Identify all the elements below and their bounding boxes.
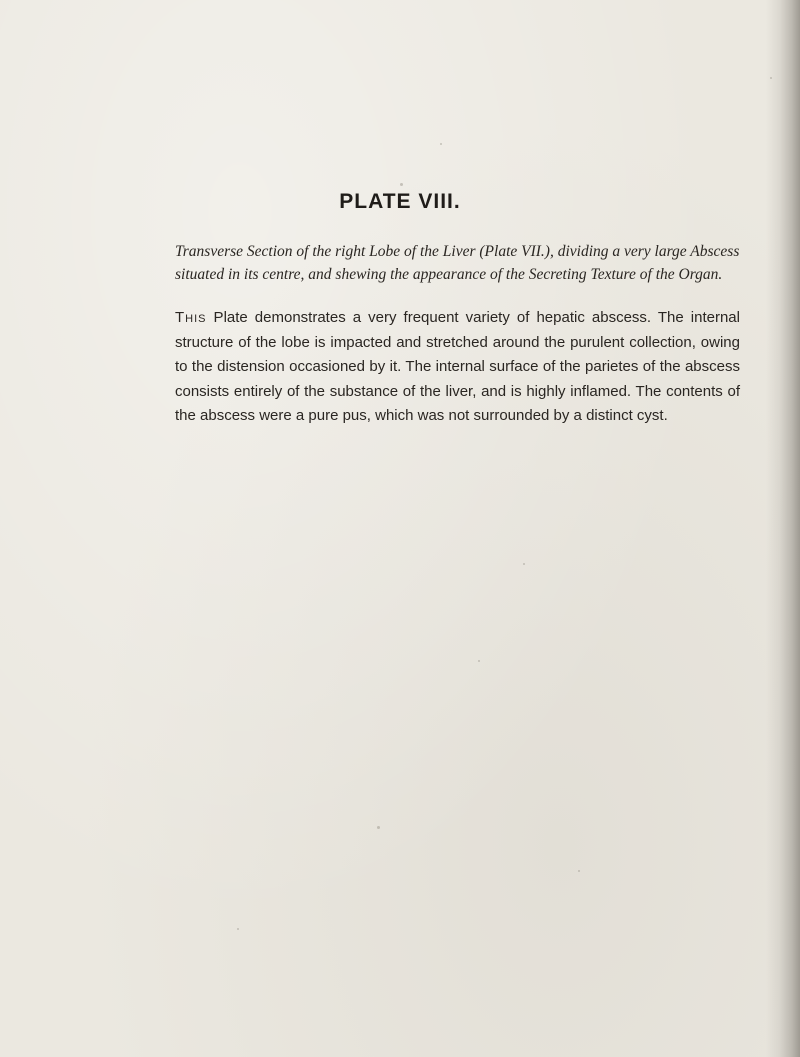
- paper-speck: [770, 77, 772, 79]
- paper-speck: [400, 183, 403, 186]
- paper-speck: [440, 143, 442, 145]
- paragraph-text: Plate demonstrates a very frequent variety of hepatic abscess. The internal structure of the lobe is impacted and stretched around the purulent collection, owing to the distension occasioned by it. The internal surface of the parietes of the abscess consists entirely of the substance of the liver, and is highly inflamed. The contents of the abscess were a pure pus, which was not surrounded by a distinct cyst.: [175, 309, 740, 424]
- description-paragraph: [175, 306, 740, 429]
- paper-speck: [523, 563, 525, 565]
- caption-line-1: Transverse Section of the right Lobe of the Liver (Plate VII.), dividing a very large Abscess: [175, 243, 740, 260]
- caption-line-2: situated in its centre, and shewing the appearance of the Secreting Texture of the Organ.: [175, 266, 723, 283]
- lead-word: This: [175, 309, 207, 326]
- plate-title: PLATE VIII.: [339, 190, 461, 213]
- page-edge-shadow: [766, 0, 800, 1057]
- paper-speck: [237, 928, 239, 930]
- plate-caption: [175, 240, 740, 286]
- paper-speck: [377, 826, 380, 829]
- paper-speck: [578, 870, 580, 872]
- paper-speck: [478, 660, 480, 662]
